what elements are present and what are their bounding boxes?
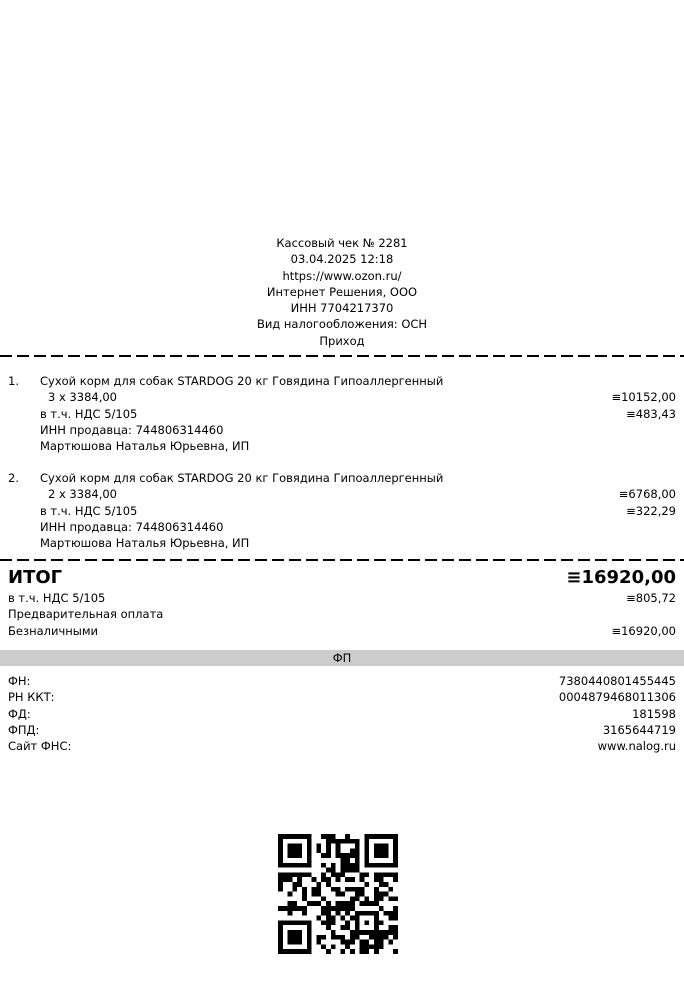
- dashed-divider: [0, 355, 684, 357]
- org-inn: ИНН 7704217370: [290, 301, 394, 316]
- receipt-item: [0, 470, 684, 551]
- cashless-value: ≡16920,00: [611, 623, 676, 638]
- item-vat-label: в т.ч. НДС 5/105: [40, 503, 138, 518]
- item-number: 2.: [8, 471, 19, 485]
- fiscal-block: [0, 673, 684, 754]
- receipt-item: [0, 373, 684, 454]
- org-name: Интернет Решения, ООО: [266, 284, 418, 299]
- item-number: 1.: [8, 374, 19, 388]
- receipt-title: Кассовый чек № 2281: [276, 236, 408, 250]
- item-seller-inn: ИНН продавца: 744806314460: [40, 519, 224, 534]
- item-seller: Мартюшова Наталья Юрьевна, ИП: [40, 536, 250, 551]
- fd-value: 181598: [632, 706, 676, 721]
- fpd-label: ФПД:: [8, 722, 40, 737]
- receipt-datetime: 03.04.2025 12:18: [290, 252, 394, 267]
- fd-label: ФД:: [8, 706, 31, 721]
- total-value: ≡16920,00: [566, 567, 676, 588]
- qr-code: [278, 834, 398, 954]
- fpd-value: 3165644719: [602, 722, 676, 737]
- fn-label: ФН:: [8, 674, 31, 688]
- tax-system: Вид налогообложения: ОСН: [256, 317, 428, 332]
- totals-block: [0, 567, 684, 639]
- fns-site-label: Сайт ФНС:: [8, 739, 72, 754]
- item-seller: Мартюшова Наталья Юрьевна, ИП: [40, 439, 250, 454]
- item-quantity: 2 x 3384,00: [48, 487, 117, 502]
- item-name: Сухой корм для собак STARDOG 20 кг Говядина Гипоаллергенный: [40, 374, 444, 388]
- rn-kkt-label: РН ККТ:: [8, 690, 55, 705]
- dashed-divider: [0, 559, 684, 561]
- cashless-label: Безналичными: [8, 623, 99, 638]
- fn-value: 7380440801455445: [558, 674, 676, 688]
- total-label: ИТОГ: [8, 567, 63, 588]
- item-vat: ≡483,43: [626, 406, 676, 421]
- item-sum: ≡10152,00: [611, 390, 676, 405]
- item-vat: ≡322,29: [626, 503, 676, 518]
- item-name: Сухой корм для собак STARDOG 20 кг Говядина Гипоаллергенный: [40, 471, 444, 485]
- rn-kkt-value: 0004879468011306: [558, 690, 676, 705]
- prepayment-label: Предварительная оплата: [8, 607, 164, 622]
- operation-type: Приход: [319, 333, 365, 348]
- fp-bar: ФП: [0, 650, 684, 666]
- total-vat-label: в т.ч. НДС 5/105: [8, 591, 106, 605]
- total-vat-value: ≡805,72: [626, 591, 676, 605]
- item-vat-label: в т.ч. НДС 5/105: [40, 406, 138, 421]
- item-seller-inn: ИНН продавца: 744806314460: [40, 422, 224, 437]
- shop-url: https://www.ozon.ru/: [282, 268, 402, 283]
- item-quantity: 3 x 3384,00: [48, 390, 117, 405]
- receipt-header: [0, 235, 684, 349]
- fns-site-value: www.nalog.ru: [597, 739, 676, 754]
- item-sum: ≡6768,00: [618, 487, 676, 502]
